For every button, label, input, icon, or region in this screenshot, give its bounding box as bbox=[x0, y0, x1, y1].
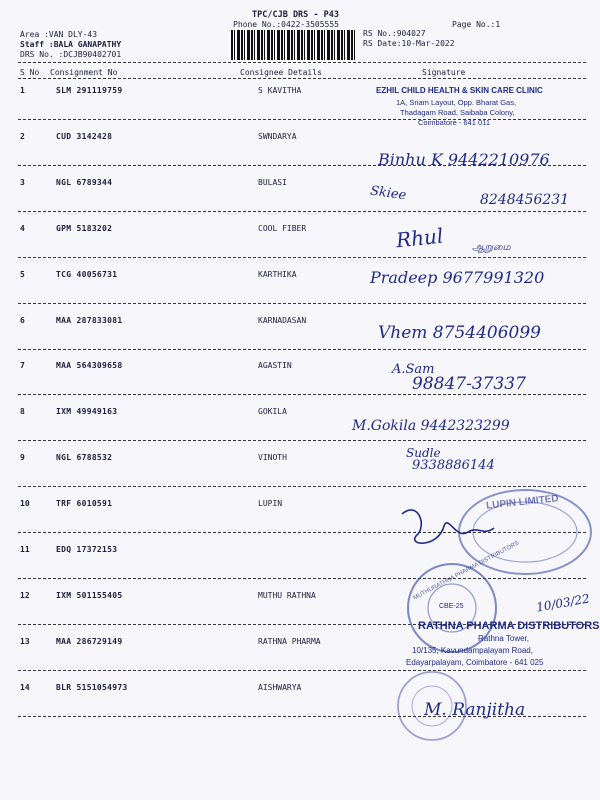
row-divider bbox=[18, 303, 586, 304]
row-consignee: VINOTH bbox=[258, 453, 287, 462]
row-sno: 10 bbox=[20, 499, 30, 508]
signature-row-10 bbox=[398, 496, 498, 560]
row-consignment-no: CUD 3142428 bbox=[56, 132, 113, 141]
rathna-stamp-addr3: Edayarpalayam, Coimbatore - 641 025 bbox=[406, 658, 544, 667]
clinic-stamp-addr2: Thadagam Road, Saibaba Colony, bbox=[400, 108, 515, 117]
row-consignee: GOKILA bbox=[258, 407, 287, 416]
muthurathna-stamp-text: MUTHURATHNA PHARMA DISTRIBUTORS bbox=[412, 540, 521, 602]
row-sno: 2 bbox=[20, 132, 25, 141]
rs-number: RS No.:904027 bbox=[363, 29, 426, 38]
drs-title: TPC/CJB DRS - P43 bbox=[252, 10, 339, 20]
rathna-stamp-name: RATHNA PHARMA DISTRIBUTORS bbox=[418, 620, 600, 632]
row-divider bbox=[18, 257, 586, 258]
signature-row-5: Pradeep 9677991320 bbox=[370, 268, 545, 287]
area-field: Area :VAN DLY-43 bbox=[20, 30, 98, 39]
staff-label: Staff : bbox=[20, 40, 54, 49]
staff-field bbox=[20, 40, 121, 49]
page-number: Page No.:1 bbox=[452, 20, 501, 29]
lupin-stamp-text: LUPIN LIMITED bbox=[485, 493, 560, 512]
clinic-stamp-addr3: Coimbatore - 641 011 bbox=[418, 118, 490, 127]
clinic-stamp-name: EZHIL CHILD HEALTH & SKIN CARE CLINIC bbox=[376, 86, 543, 95]
row-consignment-no: IXM 49949163 bbox=[56, 407, 118, 416]
row-consignment-no: NGL 6788532 bbox=[56, 453, 113, 462]
row-sno: 4 bbox=[20, 224, 25, 233]
row-consignment-no: BLR 5151054973 bbox=[56, 683, 128, 692]
muthurathna-stamp-code: CBE-25 bbox=[439, 603, 464, 610]
row-sno: 3 bbox=[20, 178, 25, 187]
signature-row-14: M. Ranjitha bbox=[424, 700, 526, 720]
row-divider bbox=[18, 394, 586, 395]
phone-number: Phone No.:0422-3505555 bbox=[233, 20, 339, 29]
staff-name: BALA GANAPATHY bbox=[53, 40, 122, 49]
row-divider bbox=[18, 440, 586, 441]
row-sno: 11 bbox=[20, 545, 30, 554]
row-divider bbox=[18, 211, 586, 212]
row-sno: 6 bbox=[20, 316, 25, 325]
drs-number: DRS No. :DCJB90402701 bbox=[20, 50, 122, 59]
row-consignee: S KAVITHA bbox=[258, 86, 302, 95]
row-sno: 8 bbox=[20, 407, 25, 416]
row-sno: 12 bbox=[20, 591, 30, 600]
header-rule bbox=[18, 62, 586, 63]
signature-row-7a: A.Sam bbox=[392, 362, 435, 377]
col-consignment: Consignment No bbox=[50, 68, 118, 77]
row-consignee: SWNDARYA bbox=[258, 132, 297, 141]
row-consignee: KARTHIKA bbox=[258, 270, 297, 279]
row-consignment-no: MAA 287833081 bbox=[56, 316, 123, 325]
signature-row-3b: 8248456231 bbox=[480, 192, 570, 208]
row-consignment-no: MAA 286729149 bbox=[56, 637, 123, 646]
signature-row-4a: Rhul bbox=[394, 223, 445, 253]
column-rule bbox=[18, 78, 586, 79]
row-divider bbox=[18, 119, 586, 120]
row-consignment-no: IXM 501155405 bbox=[56, 591, 123, 600]
row-consignee: AISHWARYA bbox=[258, 683, 302, 692]
row-divider bbox=[18, 349, 586, 350]
row-consignee: RATHNA PHARMA bbox=[258, 637, 321, 646]
row-divider bbox=[18, 578, 586, 579]
row-consignment-no: EDQ 17372153 bbox=[56, 545, 118, 554]
row-sno: 13 bbox=[20, 637, 30, 646]
rs-date: RS Date:10-Mar-2022 bbox=[363, 39, 455, 48]
signature-row-2: Binhu K 9442210976 bbox=[378, 150, 550, 169]
signature-row-9b: 9338886144 bbox=[412, 458, 495, 473]
row-consignment-no: TCG 40056731 bbox=[56, 270, 118, 279]
barcode bbox=[231, 30, 355, 60]
col-sno: S No bbox=[20, 68, 40, 77]
signature-row-3a: Skiee bbox=[369, 183, 408, 204]
row-sno: 5 bbox=[20, 270, 25, 279]
rathna-stamp-addr1: Rathna Tower, bbox=[478, 634, 529, 643]
row-consignee: COOL FIBER bbox=[258, 224, 307, 233]
col-consignee: Consignee Details bbox=[240, 68, 322, 77]
row-consignee: AGASTIN bbox=[258, 361, 292, 370]
row-divider bbox=[18, 670, 586, 671]
signature-row-9a: Sudle bbox=[406, 446, 441, 460]
row-consignment-no: NGL 6789344 bbox=[56, 178, 113, 187]
signature-row-4b: ஆறுமை bbox=[472, 242, 511, 253]
row-consignee: BULASI bbox=[258, 178, 287, 187]
signature-row-6: Vhem 8754406099 bbox=[378, 323, 541, 343]
signature-row-7b: 98847-37337 bbox=[412, 374, 526, 394]
row-consignment-no: MAA 564309658 bbox=[56, 361, 123, 370]
clinic-stamp-addr1: 1A, Sriam Layout, Opp. Bharat Gas, bbox=[396, 98, 517, 107]
row-consignee: MUTHU RATHNA bbox=[258, 591, 316, 600]
row-consignment-no: TRF 6010591 bbox=[56, 499, 113, 508]
row-sno: 14 bbox=[20, 683, 30, 692]
signature-row-12-date: 10/03/22 bbox=[535, 591, 591, 615]
row-consignee: KARNADASAN bbox=[258, 316, 307, 325]
row-sno: 9 bbox=[20, 453, 25, 462]
signature-row-8: M.Gokila 9442323299 bbox=[352, 418, 510, 434]
row-consignment-no: GPM 5183202 bbox=[56, 224, 113, 233]
row-consignee: LUPIN bbox=[258, 499, 283, 508]
row-sno: 1 bbox=[20, 86, 25, 95]
col-signature: Signature bbox=[422, 68, 466, 77]
rathna-stamp-addr2: 10/135, Kavundampalayam Road, bbox=[412, 646, 533, 655]
row-consignment-no: SLM 291119759 bbox=[56, 86, 123, 95]
row-sno: 7 bbox=[20, 361, 25, 370]
